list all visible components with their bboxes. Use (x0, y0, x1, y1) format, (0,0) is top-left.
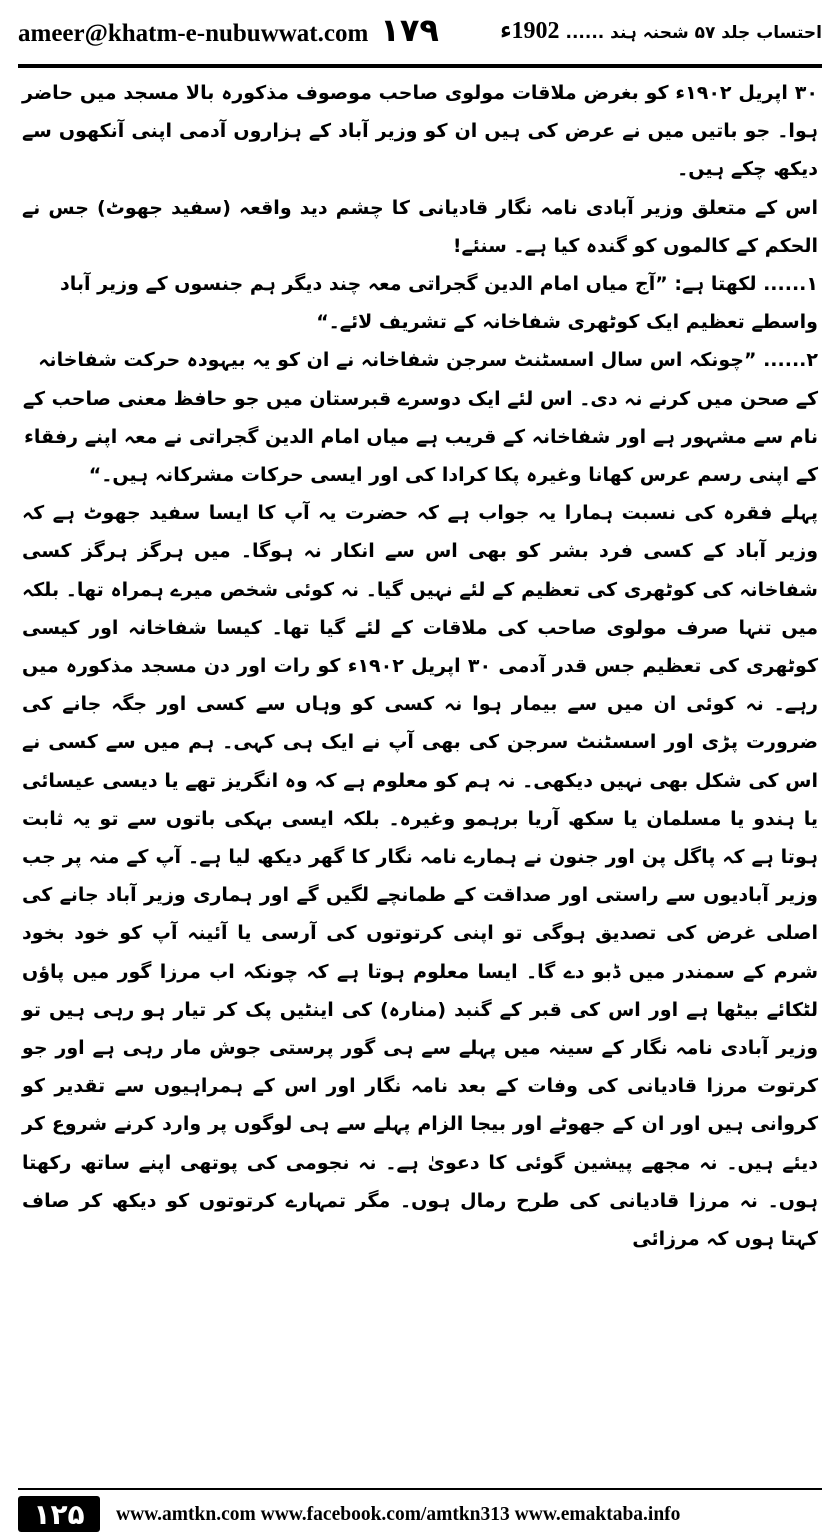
page-body (22, 74, 818, 1258)
page-header (18, 10, 822, 58)
footer-links[interactable]: www.amtkn.com www.facebook.com/amtkn313 www.emaktaba.info (116, 1504, 681, 1525)
header-page-number: ۱۷۹ (380, 11, 439, 49)
quote-1: ۱...... لکھتا ہے: ”آج میاں امام الدین گجراتی معہ چند دیگر ہم جنسوں کے وزیر آباد واسطے تعظیم ایک کوٹھری شفاخانہ کے تشریف لائے۔“ (60, 273, 818, 334)
header-email[interactable]: ameer@khatm-e-nubuwwat.com (18, 20, 369, 47)
header-year: 1902ء (500, 18, 560, 44)
page-footer (18, 1496, 822, 1536)
paragraph-1: ۳۰ اپریل ۱۹۰۲ء کو بغرض ملاقات مولوی صاحب موصوف مذکورہ بالا مسجد میں حاضر ہوا۔ جو باتیں میں نے عرض کی ہیں ان کو وزیر آباد کے ہزاروں آدمی اپنی آنکھوں سے دیکھ چکے ہیں۔ (22, 82, 818, 181)
header-left (18, 11, 439, 49)
header-book-title (500, 16, 822, 45)
header-divider (18, 64, 822, 68)
footer-divider (18, 1488, 822, 1490)
quote-2: ۲...... ”چونکہ اس سال اسسٹنٹ سرجن شفاخانہ نے ان کو یہ بیہودہ حرکت شفاخانہ کے صحن میں کرنے نہ دی۔ اس لئے ایک دوسرے قبرستان میں جو حافظ معنی صاحب کے نام سے مشہور ہے اور شفاخانہ کے قریب ہے میاں امام الدین گجراتی نے معہ اپنے رفقاء کے اپنی رسم عرس کھانا وغیرہ پکا کرادا کی اور ایسی حرکات مشرکانہ ہیں۔“ (22, 349, 818, 487)
paragraph-3: پہلے فقرہ کی نسبت ہمارا یہ جواب ہے کہ حضرت یہ آپ کا ایسا سفید جھوٹ ہے کہ وزیر آباد کے کسی فرد بشر کو بھی اس سے انکار نہ ہوگا۔ میں ہرگز ہرگز کسی شفاخانہ کی کوٹھری کی تعظیم کے لئے نہیں گیا۔ نہ کوئی شخص میرے ہمراہ تھا۔ بلکہ میں تنہا صرف مولوی صاحب کی ملاقات کے لئے گیا تھا۔ کیسا شفاخانہ اور کیسی کوٹھری کی تعظیم جس قدر آدمی ۳۰ اپریل ۱۹۰۲ء کو رات اور دن مسجد مذکورہ میں رہے۔ نہ کوئی ان میں سے بیمار ہوا نہ کسی کو وہاں سے کسی اور جگہ جانے کی ضرورت پڑی اور اسسٹنٹ سرجن کی بھی آپ نے ایک ہی کہی۔ ہم میں سے کسی نے اس کی شکل بھی نہیں دیکھی۔ نہ ہم کو معلوم ہے کہ وہ انگریز تھے یا دیسی عیسائی یا ہندو یا مسلمان یا سکھ آریا برہمو وغیرہ۔ بلکہ ایسی بہکی باتوں سے تو یہ ثابت ہوتا ہے کہ پاگل پن اور جنون نے ہمارے نامہ نگار کا گھر دیکھ لیا ہے۔ آپ کے منہ پر جب وزیر آبادیوں سے راستی اور صداقت کے طمانچے لگیں گے اور ہماری وزیر آباد جانے کی اصلی غرض کی تصدیق ہوگی تو اپنی کرتوتوں کی آرسی یا آئینہ آپ کو خود بخود شرم کے سمندر میں ڈبو دے گا۔ ایسا معلوم ہوتا ہے کہ چونکہ اب مرزا گور میں پاؤں لٹکائے بیٹھا ہے اور اس کی قبر کے گنبد (منارہ) کی اینٹیں پک کر تیار ہو رہی ہیں تو وزیر آبادی نامہ نگار کے سینہ میں پہلے سے ہی گور پرستی جوش مار رہی ہے اور جو کرتوت مرزا قادیانی کی وفات کے بعد نامہ نگار اور اس کے ہمراہیوں سے تقدیر کو کروانی ہیں اور ان کے جھوٹے اور بیجا الزام پہلے سے ہی لوگوں پر وارد کرنے شروع کر دیئے ہیں۔ نہ مجھے پیشین گوئی کا دعویٰ ہے۔ نہ نجومی کی پوتھی اپنے ساتھ رکھتا ہوں۔ نہ مرزا قادیانی کی طرح رمال ہوں۔ مگر تمہارے کرتوتوں کو دیکھ کر صاف کہتا ہوں کہ مرزائی (22, 502, 819, 1251)
paragraph-2: اس کے متعلق وزیر آبادی نامہ نگار قادیانی کا چشم دید واقعہ (سفید جھوٹ) جس نے الحکم کے کالموں کو گندہ کیا ہے۔ سنئے! (22, 196, 818, 257)
footer-page-badge: ۱۲۵ (18, 1496, 100, 1532)
header-title-prefix: احتساب جلد ۵۷ شحنہ ہند ...... (565, 23, 822, 43)
